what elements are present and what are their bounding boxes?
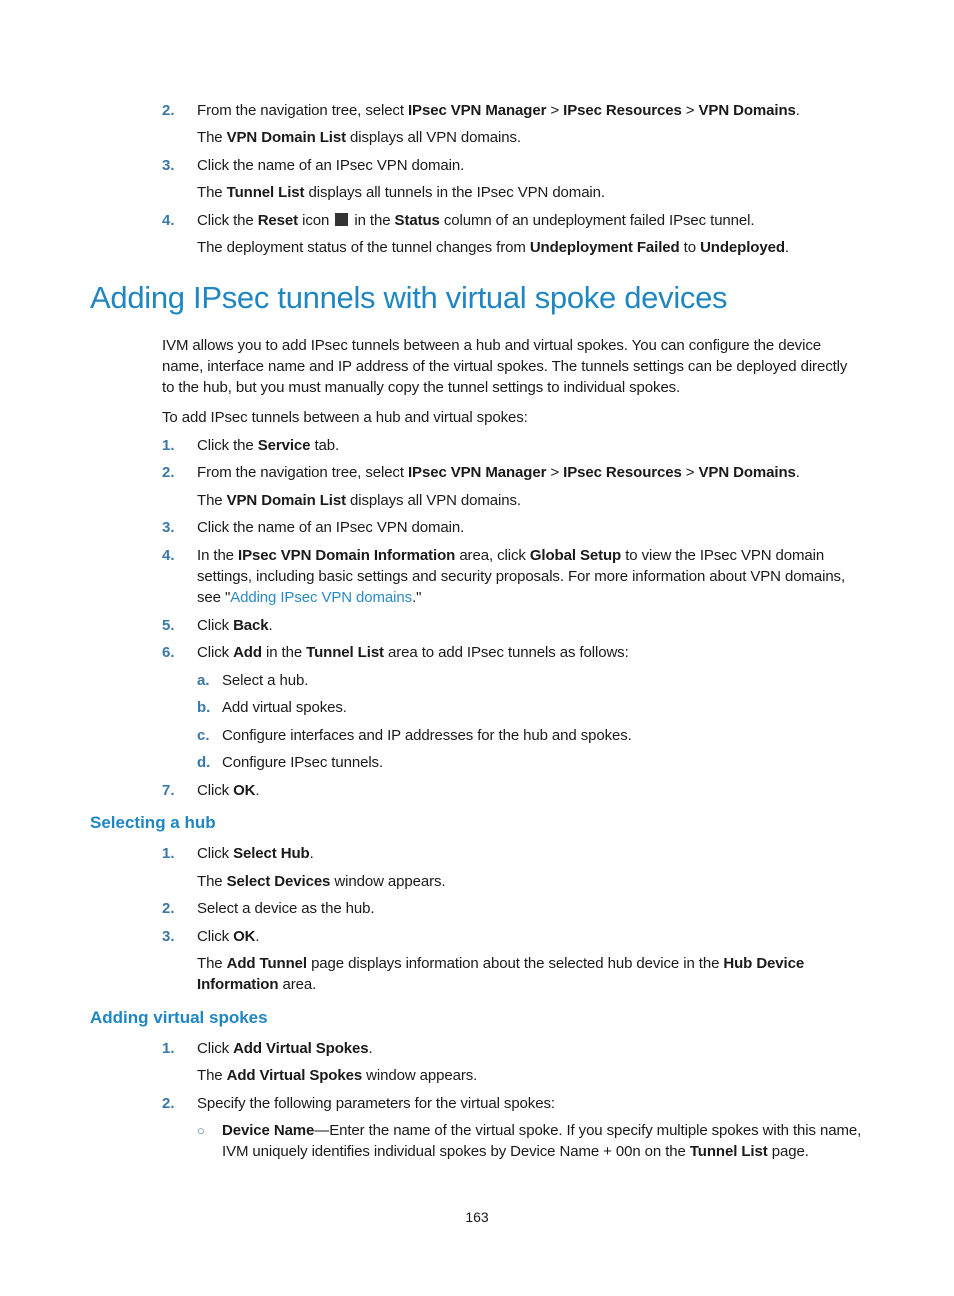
- step-number: 3.: [162, 519, 175, 536]
- step-note: The deployment status of the tunnel changes from Undeployment Failed to Undeployed.: [197, 239, 789, 256]
- intro-line: IVM allows you to add IPsec tunnels between a hub and virtual spokes. You can configure the device: [162, 337, 821, 354]
- step-text: Click the Reset icon in the Status column of an undeployment failed IPsec tunnel.: [197, 212, 755, 229]
- step-text: see "Adding IPsec VPN domains.": [197, 589, 422, 606]
- step-text: Specify the following parameters for the virtual spokes:: [197, 1095, 555, 1112]
- step-text: From the navigation tree, select IPsec VPN Manager > IPsec Resources > VPN Domains.: [197, 464, 800, 481]
- step-note: The Tunnel List displays all tunnels in the IPsec VPN domain.: [197, 184, 605, 201]
- step-text: Click the name of an IPsec VPN domain.: [197, 157, 465, 174]
- step-number: 3.: [162, 157, 175, 174]
- step-text: Click OK.: [197, 782, 260, 799]
- step-text: Click the name of an IPsec VPN domain.: [197, 519, 465, 536]
- substep-letter: c.: [197, 727, 210, 744]
- intro-line: name, interface name and IP address of the virtual spokes. The tunnels settings can be deployed directly: [162, 358, 848, 375]
- substep-letter: b.: [197, 699, 211, 716]
- substep-letter: a.: [197, 672, 210, 689]
- substep-text: Configure interfaces and IP addresses for the hub and spokes.: [222, 727, 632, 744]
- adding-vpn-domains-link[interactable]: Adding IPsec VPN domains: [230, 589, 413, 606]
- step-number: 6.: [162, 644, 175, 661]
- step-number: 1.: [162, 845, 175, 862]
- step-note: Information area.: [197, 976, 317, 993]
- step-text: Click Add in the Tunnel List area to add IPsec tunnels as follows:: [197, 644, 629, 661]
- bullet-text: Device Name—Enter the name of the virtual spoke. If you specify multiple spokes with this name,: [222, 1122, 862, 1139]
- step-number: 5.: [162, 617, 175, 634]
- step-number: 1.: [162, 437, 175, 454]
- step-text: Select a device as the hub.: [197, 900, 375, 917]
- substep-text: Add virtual spokes.: [222, 699, 347, 716]
- substep-text: Select a hub.: [222, 672, 309, 689]
- step-number: 2.: [162, 102, 175, 119]
- step-note: The VPN Domain List displays all VPN domains.: [197, 492, 521, 509]
- step-number: 2.: [162, 464, 175, 481]
- step-number: 4.: [162, 212, 175, 229]
- bullet-text: IVM uniquely identifies individual spokes by Device Name + 00n on the Tunnel List page.: [222, 1143, 809, 1160]
- page-number: 163: [465, 1209, 489, 1225]
- step-text: Click Back.: [197, 617, 273, 634]
- step-note: The VPN Domain List displays all VPN domains.: [197, 129, 521, 146]
- substep-text: Configure IPsec tunnels.: [222, 754, 384, 771]
- step-text: Click Select Hub.: [197, 845, 314, 862]
- step-note: The Select Devices window appears.: [197, 873, 446, 890]
- section-title: Adding IPsec tunnels with virtual spoke devices: [90, 280, 728, 315]
- circle-bullet-icon: ○: [197, 1123, 205, 1138]
- step-number: 7.: [162, 782, 175, 799]
- step-text: Click OK.: [197, 928, 260, 945]
- subsection-title-adding-spokes: Adding virtual spokes: [90, 1008, 268, 1027]
- step-number: 2.: [162, 900, 175, 917]
- step-text: From the navigation tree, select IPsec VPN Manager > IPsec Resources > VPN Domains.: [197, 102, 800, 119]
- reset-icon: [335, 213, 348, 226]
- step-text: Click the Service tab.: [197, 437, 340, 454]
- step-note: The Add Tunnel page displays information about the selected hub device in the Hub Device: [197, 955, 805, 972]
- intro-lead: To add IPsec tunnels between a hub and virtual spokes:: [162, 409, 528, 426]
- step-number: 1.: [162, 1040, 175, 1057]
- step-text: Click Add Virtual Spokes.: [197, 1040, 373, 1057]
- step-text: In the IPsec VPN Domain Information area, click Global Setup to view the IPsec VPN domain: [197, 547, 825, 564]
- step-note: The Add Virtual Spokes window appears.: [197, 1067, 478, 1084]
- step-number: 2.: [162, 1095, 175, 1112]
- substep-letter: d.: [197, 754, 211, 771]
- step-number: 3.: [162, 928, 175, 945]
- intro-line: to the hub, but you must manually copy the tunnel settings to individual spokes.: [162, 379, 681, 396]
- step-text: settings, including basic settings and security proposals. For more information about VPN domains,: [197, 568, 846, 585]
- subsection-title-selecting-hub: Selecting a hub: [90, 813, 216, 832]
- step-number: 4.: [162, 547, 175, 564]
